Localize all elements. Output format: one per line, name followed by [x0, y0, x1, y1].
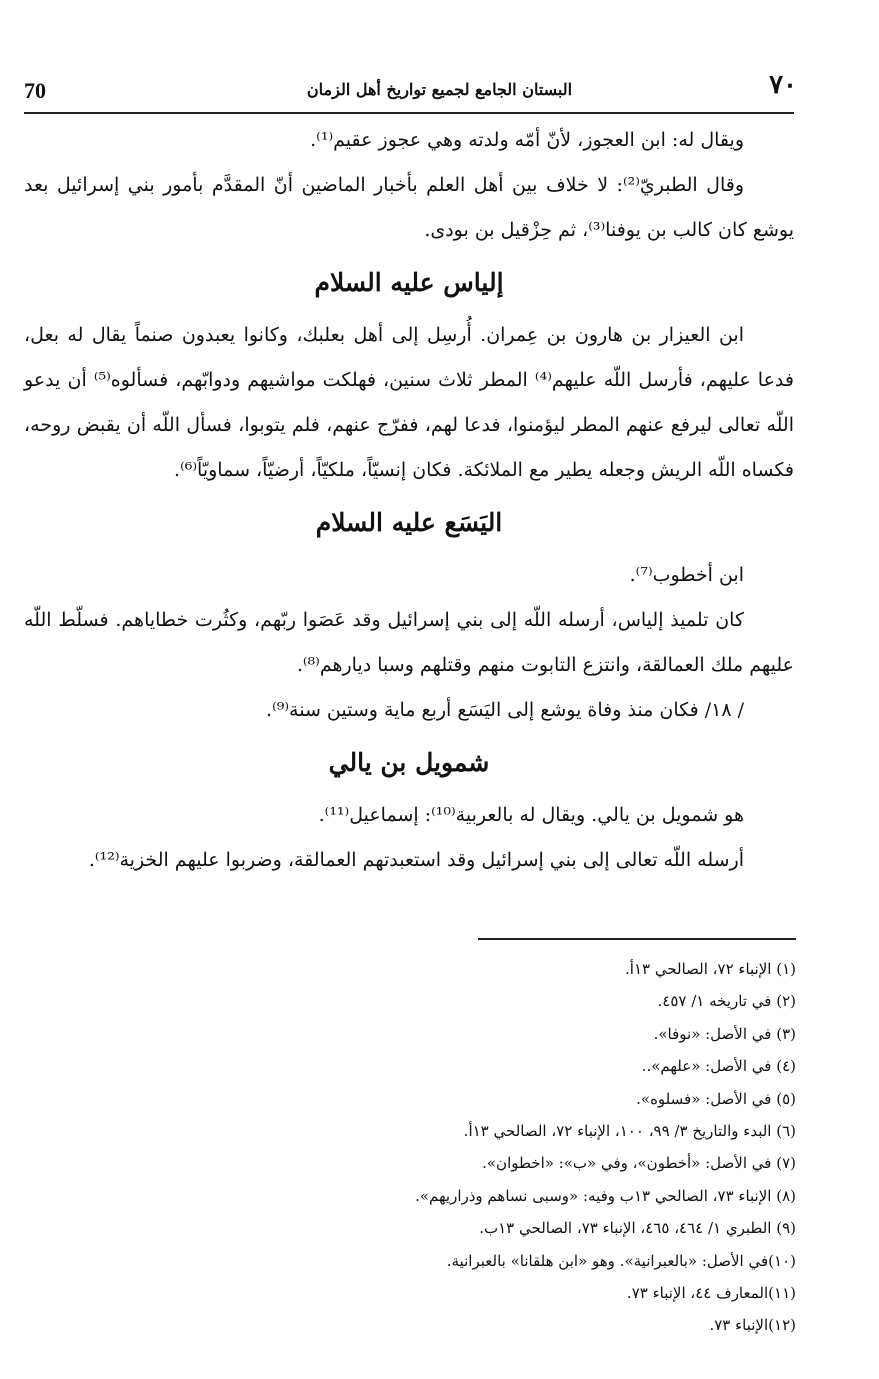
- page-number-arabic: ٧٠: [769, 70, 797, 99]
- page-number-latin: 70: [24, 78, 46, 103]
- heading-alyasa: اليَسَع عليه السلام: [315, 508, 503, 537]
- main-text: [24, 118, 794, 883]
- heading-shamwil: شمويل بن يالي: [328, 748, 490, 777]
- footnotes: [24, 953, 796, 1342]
- heading-ilyas: إلياس عليه السلام: [314, 268, 504, 297]
- footnote-12: (١٢)الإنباء ٧٣.: [709, 1316, 796, 1335]
- paragraph-alyasa-years: / ١٨/ فكان منذ وفاة يوشع إلى اليَسَع أربع ماية وستين سنة⁽⁹⁾.: [266, 699, 744, 721]
- paragraph-shamwil-name: هو شمويل بن يالي. ويقال له بالعربية⁽¹⁰⁾: إسماعيل⁽¹¹⁾.: [318, 804, 744, 826]
- footnote-4: (٤) في الأصل: «علهم»..: [641, 1057, 796, 1076]
- header-rule: [24, 112, 794, 114]
- paragraph-shamwil-mission: أرسله اللّه تعالى إلى بني إسرائيل وقد استعبدتهم العمالقة، وضربوا عليهم الخزية⁽¹²⁾.: [88, 849, 744, 871]
- paragraph-ibn-al-ajuz: ويقال له: ابن العجوز، لأنّ أمّه ولدته وهي عجوز عقيم⁽¹⁾.: [310, 129, 744, 151]
- footnote-1: (١) الإنباء ٧٢، الصالحي ١٣أ.: [625, 960, 796, 978]
- running-title: البستان الجامع لجميع تواريخ أهل الزمان: [306, 80, 573, 99]
- footnote-7: (٧) في الأصل: «أخطون»، وفي «ب»: «اخطوان».: [482, 1154, 796, 1173]
- footnote-9: (٩) الطبري ١/ ٤٦٤، ٤٦٥، الإنباء ٧٣، الصالحي ١٣ب.: [479, 1219, 796, 1238]
- footnote-6: (٦) البدء والتاريخ ٣/ ٩٩، ١٠٠، الإنباء ٧٢، الصالحي ١٣أ.: [463, 1122, 796, 1141]
- footnote-11: (١١)المعارف ٤٤، الإنباء ٧٣.: [626, 1284, 796, 1303]
- paragraph-tabari-quote: وقال الطبريّ⁽²⁾: لا خلاف بين أهل العلم بأخبار الماضين أنّ المقدَّم بأمور بني إسرائيل بعد يوشع كان كالب بن يوفنا⁽³⁾، ثم حِزْقيل بن بودى.: [24, 174, 794, 241]
- footnote-5: (٥) في الأصل: «فسلوه».: [636, 1089, 796, 1108]
- footnote-8: (٨) الإنباء ٧٣، الصالحي ١٣ب وفيه: «وسبى نساهم وذراريهم».: [415, 1186, 796, 1205]
- footnote-3: (٣) في الأصل: «نوفا».: [653, 1024, 796, 1043]
- footnote-10: (١٠)في الأصل: «بالعبرانية». وهو «ابن هلقانا» بالعبرانية.: [446, 1251, 796, 1270]
- paragraph-ibn-akhtub: ابن أخطوب⁽⁷⁾.: [629, 564, 744, 586]
- paragraph-ilyas: ابن العيزار بن هارون بن عِمران. أُرسِل إلى أهل بعلبك، وكانوا يعبدون صنماً يقال له بعل، فدعا عليهم، فأرسل اللّه عليهم⁽⁴⁾ المطر ثلاث سنين، فهلكت مواشيهم ودوابّهم، فسألوه⁽⁵⁾ أن يدعو اللّه تعالى ليرفع عنهم المطر ليؤمنوا، فدعا لهم، ففرّج عنهم، فلم يتوبوا، فسأل اللّه أن يقبض روحه، فكساه اللّه الريش وجعله يطير مع الملائكة. فكان إنسيّاً، ملكيّاً، أرضيّاً، سماويّاً⁽⁶⁾.: [24, 324, 794, 481]
- footnote-2: (٢) في تاريخه ١/ ٤٥٧.: [657, 992, 796, 1011]
- paragraph-alyasa: كان تلميذ إلياس، أرسله اللّه إلى بني إسرائيل وقد عَصَوا ربّهم، وكثُرت خطاياهم. فسلّط اللّه عليهم ملك العمالقة، وانتزع التابوت منهم وقتلهم وسبا ديارهم⁽⁸⁾.: [24, 609, 794, 676]
- footnote-separator: [478, 938, 796, 940]
